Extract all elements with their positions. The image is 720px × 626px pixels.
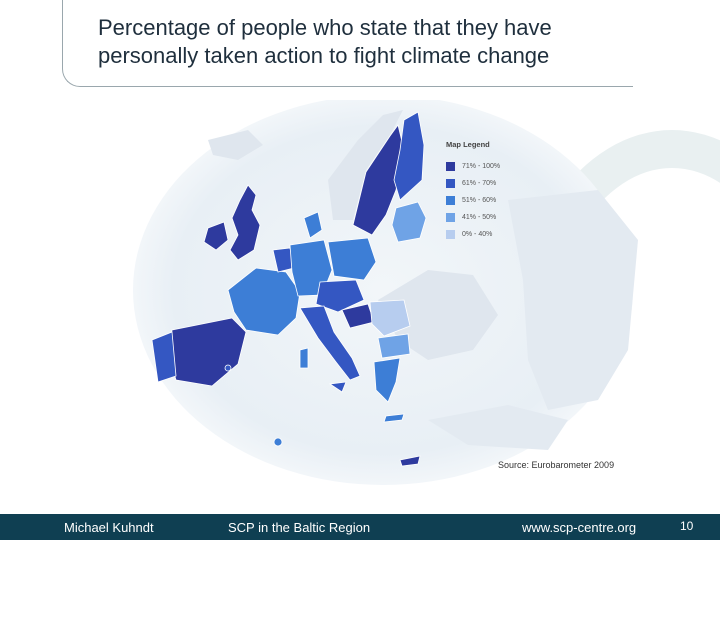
map-region-balearic-islands	[225, 365, 231, 371]
legend-label: 51% - 60%	[462, 197, 497, 204]
map-legend	[446, 140, 538, 243]
legend-item	[446, 192, 538, 209]
footer-event: SCP in the Baltic Region	[228, 520, 371, 535]
legend-label: 61% - 70%	[462, 180, 497, 187]
footer-author: Michael Kuhndt	[64, 520, 154, 535]
europe-map	[128, 100, 646, 490]
slide-title: Percentage of people who state that they have personally taken action to fight climate change	[98, 15, 552, 68]
map-region-portugal	[152, 332, 176, 382]
footer-bar	[0, 514, 720, 540]
legend-swatch	[446, 213, 455, 222]
map-region-sardinia	[300, 348, 308, 368]
source-note: Source: Eurobarometer 2009	[498, 460, 615, 470]
map-region-bulgaria	[378, 334, 410, 358]
map-region-canary-islands	[274, 438, 282, 446]
footer-website: www.scp-centre.org	[522, 520, 637, 535]
legend-item	[446, 175, 538, 192]
legend-swatch	[446, 162, 455, 171]
legend-swatch	[446, 196, 455, 205]
legend-swatch	[446, 230, 455, 239]
legend-label: 71% - 100%	[462, 163, 501, 170]
legend-swatch	[446, 179, 455, 188]
page-number: 10	[680, 519, 694, 533]
legend-item	[446, 226, 538, 243]
map-legend-title: Map Legend	[446, 140, 490, 149]
legend-label: 0% - 40%	[462, 231, 493, 238]
legend-label: 41% - 50%	[462, 214, 497, 221]
legend-item	[446, 158, 538, 175]
map-region-baltics	[392, 202, 426, 242]
legend-item	[446, 209, 538, 226]
